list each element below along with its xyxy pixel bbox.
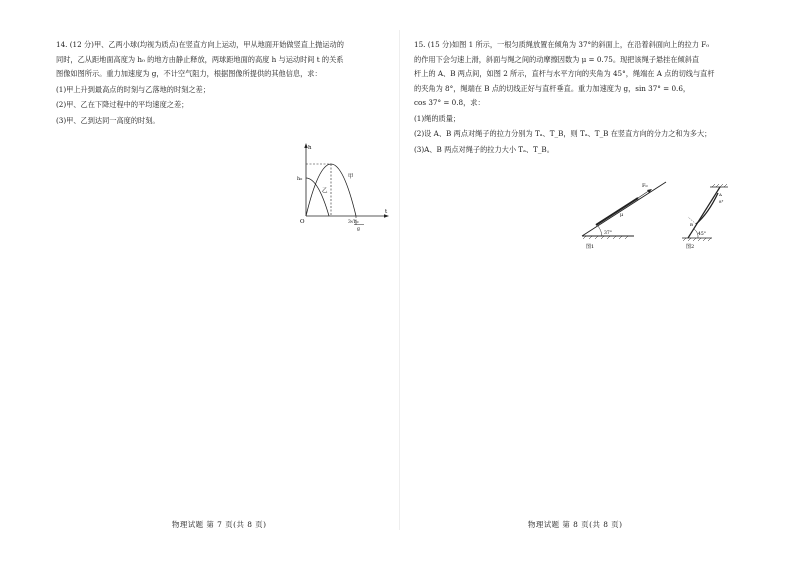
point-b-label: B <box>690 222 693 227</box>
mu-label: μ <box>620 212 624 218</box>
q15-sub-1: (1)绳的质量； <box>414 113 461 123</box>
figure-2-caption: 图2 <box>686 244 695 250</box>
h-axis-label: h <box>308 145 312 151</box>
angle-37-label: 37° <box>604 231 612 236</box>
q14-sub-2: (2)甲、乙在下降过程中的平均速度之差； <box>56 100 189 109</box>
q14-line-2: 同时，乙从距地面高度为 h₀ 的地方由静止释放，两球距地面的高度 h 与运动时间 t 的关系 <box>56 54 344 64</box>
angle-arc-37 <box>598 226 602 236</box>
q15-sub-3: (3)A、B 两点对绳子的拉力大小 Tₐ、T_B。 <box>414 144 554 154</box>
q14-line-3: 图像如图所示。重力加速度为 g，不计空气阻力，根据图像所提供的其他信息，求： <box>56 69 322 78</box>
angle-8-label: 8° <box>719 199 724 204</box>
rope-on-incline <box>596 198 638 225</box>
force-label: F₀ <box>642 183 648 189</box>
inclined-rod <box>688 187 720 238</box>
q14-graph <box>292 140 392 236</box>
q14-sub-3: (3)甲、乙到达同一高度的时刻。 <box>56 115 160 125</box>
figure-2 <box>680 184 730 254</box>
angle-45-label: 45° <box>698 232 706 237</box>
t-axis-label: t <box>385 209 388 215</box>
q15-line-3: 杆上的 A、B 两点间，如图 2 所示，直杆与水平方向的夹角为 45°，绳端在 A 点的切线与直杆 <box>414 69 715 78</box>
floor-hatch <box>683 238 711 241</box>
q15-line-2: 的作用下会匀速上滑，斜面与绳之间的动摩擦因数为 μ = 0.75。现把该绳子悬挂在倾斜直 <box>414 54 700 64</box>
origin-label: O <box>300 219 305 225</box>
yi-label: 乙 <box>322 188 328 194</box>
incline-surface <box>582 182 666 236</box>
jia-label: 甲 <box>348 174 354 180</box>
right-page-footer: 物理试题 第 8 页(共 8 页) <box>528 520 623 529</box>
t-value-denominator: g <box>357 227 360 232</box>
question-15 <box>414 38 790 157</box>
q15-line-4: 的夹角为 8°，绳端在 B 点的切线正好与直杆垂直。重力加速度为 g，sin 37° = 0.6， <box>414 83 691 93</box>
curve-yi <box>306 178 329 216</box>
q15-sub-2: (2)设 A、B 两点对绳子的拉力分别为 Tₐ、T_B，则 Tₐ、T_B 在竖直方向的分力之和为多大； <box>414 129 712 138</box>
point-a-label: A <box>719 192 722 197</box>
t-value-numerator: 3√h₀ <box>348 220 359 225</box>
figure-1 <box>576 180 670 252</box>
q14-sub-1: (1)甲上升到最高点的时刻与乙落地的时刻之差； <box>56 84 210 94</box>
q15-line-5: cos 37° = 0.8，求： <box>414 98 485 107</box>
figure-1-caption: 图1 <box>586 244 595 250</box>
question-14 <box>56 38 386 128</box>
ceiling-hatch <box>712 184 727 187</box>
right-page <box>400 0 800 566</box>
left-page-footer: 物理试题 第 7 页(共 8 页) <box>172 520 267 529</box>
q14-line-1: 14. (12 分)甲、乙两小球(均视为质点)在竖直方向上运动，甲从地面开始做竖直上抛运动的 <box>56 40 344 49</box>
h0-label: h₀ <box>297 176 303 182</box>
q15-line-1: 15. (15 分)如图 1 所示，一根匀质绳放置在倾角为 37°的斜面上，在沿着斜面向上的拉力 F₀ <box>414 40 710 49</box>
